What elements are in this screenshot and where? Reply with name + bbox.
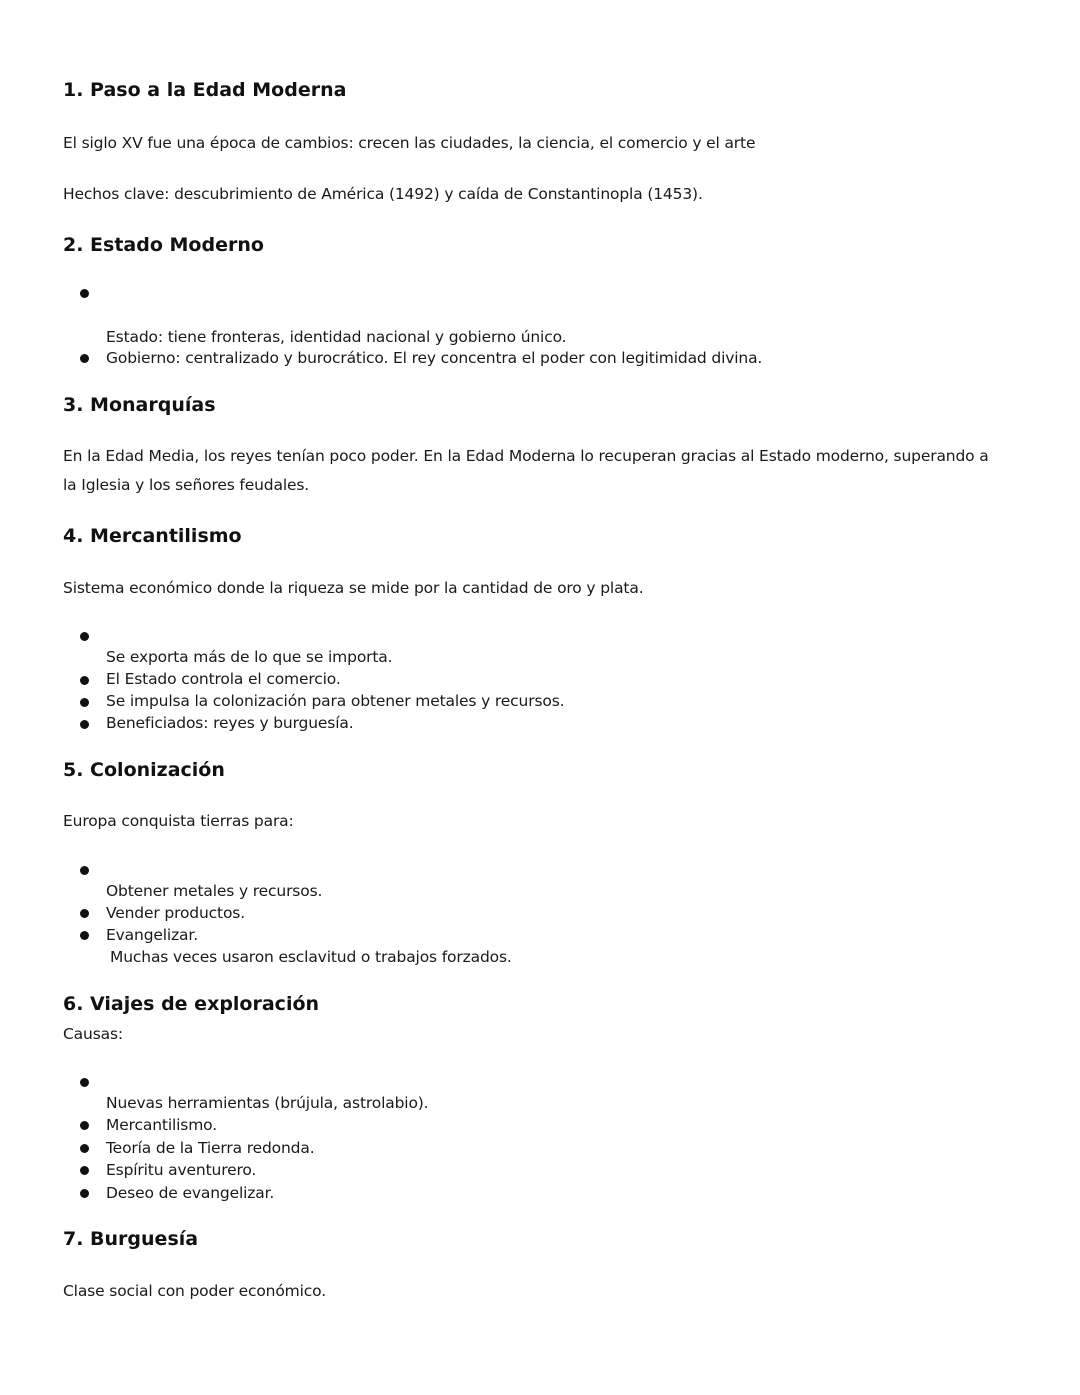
bullet-icon — [80, 909, 89, 918]
section-heading-paso-edad-moderna: 1. Paso a la Edad Moderna — [63, 79, 347, 101]
section-heading-burguesia: 7. Burguesía — [63, 1228, 199, 1250]
section-heading-mercantilismo: 4. Mercantilismo — [63, 525, 242, 547]
paragraph: El siglo XV fue una época de cambios: crecen las ciudades, la ciencia, el comercio y el arte — [63, 134, 756, 152]
bullet-icon — [80, 289, 89, 298]
paragraph: Clase social con poder económico. — [63, 1282, 327, 1300]
bullet-icon — [80, 866, 89, 875]
list-item: Se impulsa la colonización para obtener metales y recursos. — [106, 692, 565, 710]
section-heading-colonizacion: 5. Colonización — [63, 759, 225, 781]
list-item: Mercantilismo. — [106, 1116, 217, 1134]
list-item: Espíritu aventurero. — [106, 1161, 257, 1179]
bullet-icon — [80, 676, 89, 685]
list-note: Muchas veces usaron esclavitud o trabajos forzados. — [110, 948, 512, 966]
section-heading-viajes-exploracion: 6. Viajes de exploración — [63, 993, 320, 1015]
list-item: Vender productos. — [106, 904, 245, 922]
paragraph: Europa conquista tierras para: — [63, 812, 294, 830]
bullet-icon — [80, 1144, 89, 1153]
paragraph: En la Edad Media, los reyes tenían poco poder. En la Edad Moderna lo recuperan gracias al Estado moderno, superando a la Iglesia y los señores feudales. — [63, 447, 989, 494]
list-item: Obtener metales y recursos. — [106, 882, 323, 900]
paragraph: Hechos clave: descubrimiento de América (1492) y caída de Constantinopla (1453). — [63, 185, 703, 203]
paragraph: Causas: — [63, 1025, 123, 1043]
bullet-icon — [80, 931, 89, 940]
section-heading-monarquias: 3. Monarquías — [63, 394, 216, 416]
paragraph: Sistema económico donde la riqueza se mide por la cantidad de oro y plata. — [63, 579, 644, 597]
bullet-icon — [80, 632, 89, 641]
list-item: Teoría de la Tierra redonda. — [106, 1139, 315, 1157]
bullet-icon — [80, 1121, 89, 1130]
list-item: Beneficiados: reyes y burguesía. — [106, 714, 354, 732]
list-item: Deseo de evangelizar. — [106, 1184, 275, 1202]
list-item: Evangelizar. — [106, 926, 198, 944]
list-item: Se exporta más de lo que se importa. — [106, 648, 393, 666]
section-heading-estado-moderno: 2. Estado Moderno — [63, 234, 264, 256]
bullet-icon — [80, 1166, 89, 1175]
list-item: Nuevas herramientas (brújula, astrolabio). — [106, 1094, 429, 1112]
bullet-icon — [80, 720, 89, 729]
bullet-icon — [80, 1078, 89, 1087]
list-item: Estado: tiene fronteras, identidad nacional y gobierno único. — [106, 328, 567, 346]
bullet-icon — [80, 1189, 89, 1198]
list-item: El Estado controla el comercio. — [106, 670, 341, 688]
bullet-icon — [80, 698, 89, 707]
bullet-icon — [80, 354, 89, 363]
list-item: Gobierno: centralizado y burocrático. El rey concentra el poder con legitimidad divina. — [106, 349, 763, 367]
